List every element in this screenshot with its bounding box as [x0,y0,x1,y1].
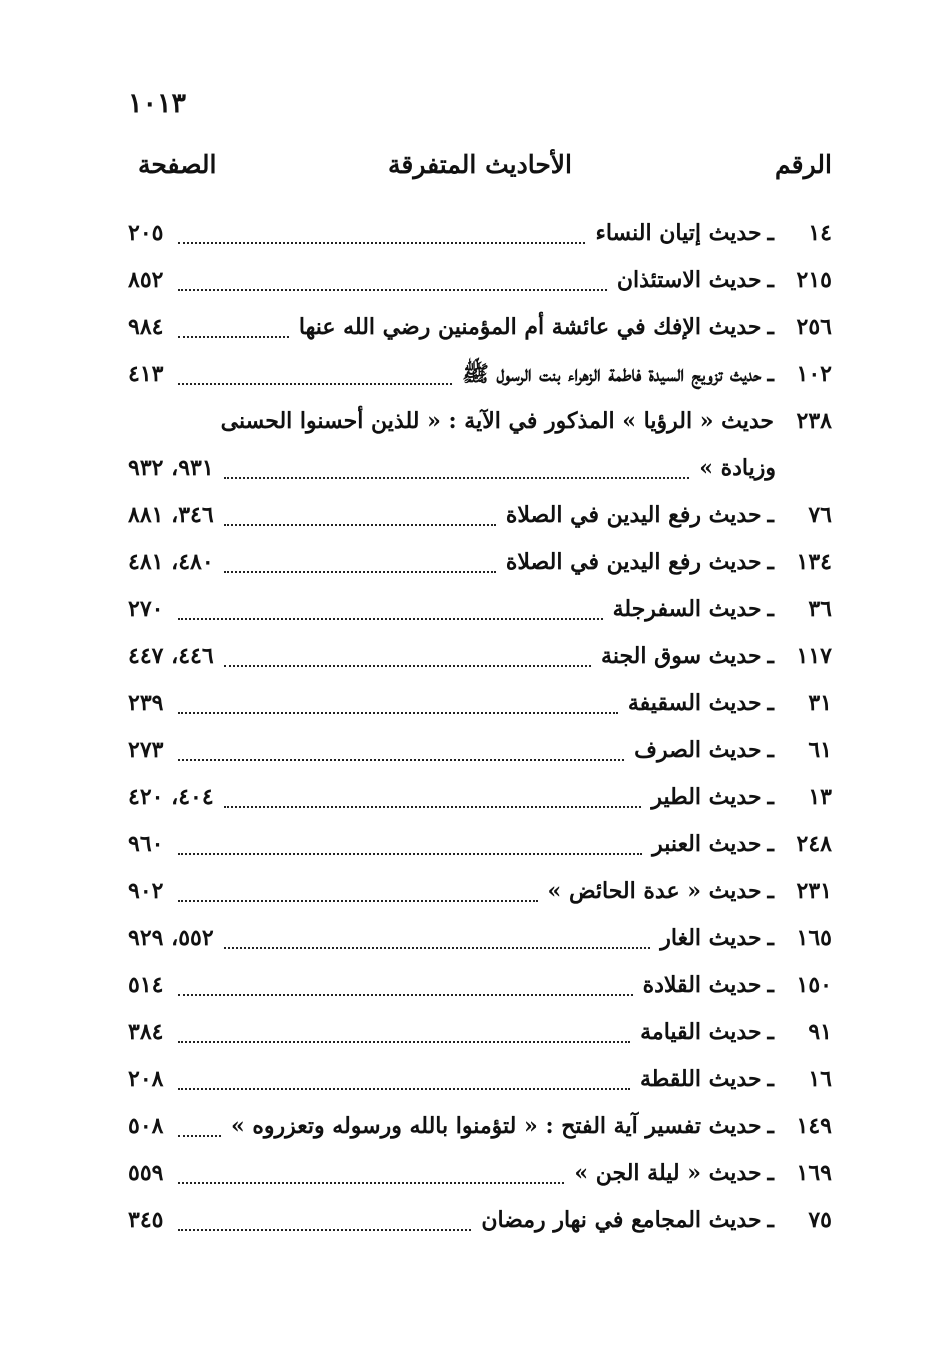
dot-leader [224,477,690,479]
page-number: ١٠١٣ [128,88,187,119]
entry-title: حديث إتيان النساء [595,220,762,246]
entry-title: حديث تفسير آية الفتح : « لتؤمنوا بالله ورسوله وتعزروه » [230,1113,762,1139]
entry-separator: ـ [767,784,774,810]
dot-leader [178,900,538,902]
entry-pages: ٤٨٠، ٤٨١ [128,549,214,575]
entry-pages: ٥١٤ [128,972,164,998]
entry-number: ٢٣٨ [796,408,832,434]
entry-pages: ٢٠٨ [128,1066,164,1092]
dot-leader [224,665,591,667]
entry-number: ٣١ [808,690,832,716]
toc-entry [128,398,832,445]
toc-entry [128,351,832,398]
entry-separator: ـ [767,314,774,340]
dot-leader [178,1182,564,1184]
entry-pages: ٨٥٢ [128,267,164,293]
entry-separator: ـ [767,972,774,998]
entry-title: حديث « عدة الحائض » [547,878,762,904]
entry-title: حديث الاستئذان [616,267,762,293]
section-title: الأحاديث المتفرقة [388,150,572,179]
entry-separator: ـ [767,690,774,716]
entry-number: ٧٥ [808,1207,832,1233]
dot-leader [224,806,642,808]
entry-number: ١٤ [808,220,832,246]
entry-number: ١٥٠ [796,972,832,998]
entry-pages: ٤٤٦، ٤٤٧ [128,643,214,669]
entry-pages: ٣٤٦، ٨٨١ [128,502,214,528]
entry-title: حديث القيامة [640,1019,762,1045]
toc-entry [128,304,832,351]
dot-leader [178,853,642,855]
entry-pages: ٢٧٣ [128,737,164,763]
entry-number: ٧٦ [808,502,832,528]
entry-title: حديث رفع اليدين في الصلاة [505,502,762,528]
entry-title: حديث اللقطة [639,1066,762,1092]
entry-title: حديث تزويج السيدة فاطمة الزهراء بنت الرسول ﷺ [462,361,762,387]
toc-entry [128,1197,832,1244]
toc-entry [128,1103,832,1150]
toc-entry [128,492,832,539]
dot-leader [178,1135,221,1137]
entry-separator: ـ [767,737,774,763]
toc-header [128,150,832,194]
entry-number: ٢٥٦ [796,314,832,340]
entry-title: حديث الصرف [634,737,762,763]
entry-separator: ـ [767,1066,774,1092]
entry-number: ٢٤٨ [796,831,832,857]
entry-separator: ـ [767,925,774,951]
entry-pages: ٣٨٤ [128,1019,164,1045]
entry-pages: ٢٧٠ [128,596,164,622]
entry-title: حديث السقيفة [627,690,762,716]
header-number-label: الرقم [775,150,832,179]
entry-separator: ـ [767,267,774,293]
dot-leader [224,524,496,526]
dot-leader [178,383,452,385]
dot-leader [178,759,624,761]
toc-entry [128,962,832,1009]
entry-pages: ٥٥٩ [128,1160,164,1186]
entry-pages: ٤١٣ [128,361,164,387]
entry-number: ١٦ [808,1066,832,1092]
entry-number: ٢٣١ [796,878,832,904]
entry-title: حديث السفرجلة [612,596,762,622]
entry-separator: ـ [767,643,774,669]
dot-leader [178,712,618,714]
entry-separator: ـ [767,831,774,857]
entry-title: حديث رفع اليدين في الصلاة [505,549,762,575]
entry-number: ١١٧ [796,643,832,669]
entry-title: حديث « الرؤيا » المذكور في الآية : « للذين أحسنوا الحسنى [220,408,774,434]
entry-title: حديث القلادة [642,972,762,998]
entry-number: ٢١٥ [796,267,832,293]
entry-separator: ـ [767,549,774,575]
toc-entry [128,868,832,915]
toc-entry [128,1009,832,1056]
entry-title: حديث المجامع في نهار رمضان [481,1207,762,1233]
entry-separator: ـ [767,596,774,622]
toc-entry [128,680,832,727]
dot-leader [178,618,603,620]
toc-entry [128,915,832,962]
dot-leader [178,289,607,291]
entry-pages: ٣٤٥ [128,1207,164,1233]
entry-pages: ٩٣١، ٩٣٢ [128,455,214,481]
entry-number: ١٦٩ [796,1160,832,1186]
entry-pages: ٥٠٨ [128,1113,164,1139]
entry-separator: ـ [767,502,774,528]
toc-entry [128,774,832,821]
toc-entry [128,633,832,680]
toc-entry [128,586,832,633]
toc-entry-continuation [128,445,832,492]
entry-separator: ـ [767,361,774,387]
entry-separator: ـ [767,878,774,904]
entry-title: حديث الإفك في عائشة أم المؤمنين رضي الله عنها [298,314,762,340]
header-page-label: الصفحة [138,150,217,179]
toc-entry [128,210,832,257]
entry-separator: ـ [767,1160,774,1186]
entry-number: ١٦٥ [796,925,832,951]
entry-separator: ـ [767,220,774,246]
toc-entry [128,727,832,774]
entry-number: ١٤٩ [796,1113,832,1139]
entry-number: ٦١ [808,737,832,763]
entry-pages: ٤٠٤، ٤٢٠ [128,784,214,810]
entry-title: حديث « ليلة الجن » [574,1160,762,1186]
toc-entry [128,257,832,304]
toc-entry [128,821,832,868]
entry-separator: ـ [767,1207,774,1233]
entry-title: حديث الطير [651,784,762,810]
entry-separator: ـ [767,1113,774,1139]
entry-pages: ٢٣٩ [128,690,164,716]
dot-leader [178,1229,471,1231]
toc-entry [128,1056,832,1103]
dot-leader [178,1041,630,1043]
entry-number: ٣٦ [808,596,832,622]
entry-number: ١٣٤ [796,549,832,575]
dot-leader [178,336,289,338]
entry-number: ١٣ [808,784,832,810]
dot-leader [178,994,633,996]
toc-entry [128,539,832,586]
dot-leader [178,242,585,244]
entry-number: ٩١ [808,1019,832,1045]
toc-entry [128,1150,832,1197]
entry-pages: ٩٨٤ [128,314,164,340]
entry-title: حديث الغار [660,925,762,951]
dot-leader [178,1088,630,1090]
entry-pages: ٩٠٢ [128,878,164,904]
entry-number: ١٠٢ [796,361,832,387]
entry-title-continuation: وزيادة » [699,455,776,481]
entry-pages: ٢٠٥ [128,220,164,246]
dot-leader [224,571,496,573]
entry-title: حديث سوق الجنة [601,643,762,669]
dot-leader [224,947,651,949]
toc-list [128,210,832,1244]
entry-pages: ٩٦٠ [128,831,164,857]
entry-separator: ـ [767,1019,774,1045]
entry-pages: ٥٥٢، ٩٢٩ [128,925,214,951]
entry-title: حديث العنبر [652,831,762,857]
